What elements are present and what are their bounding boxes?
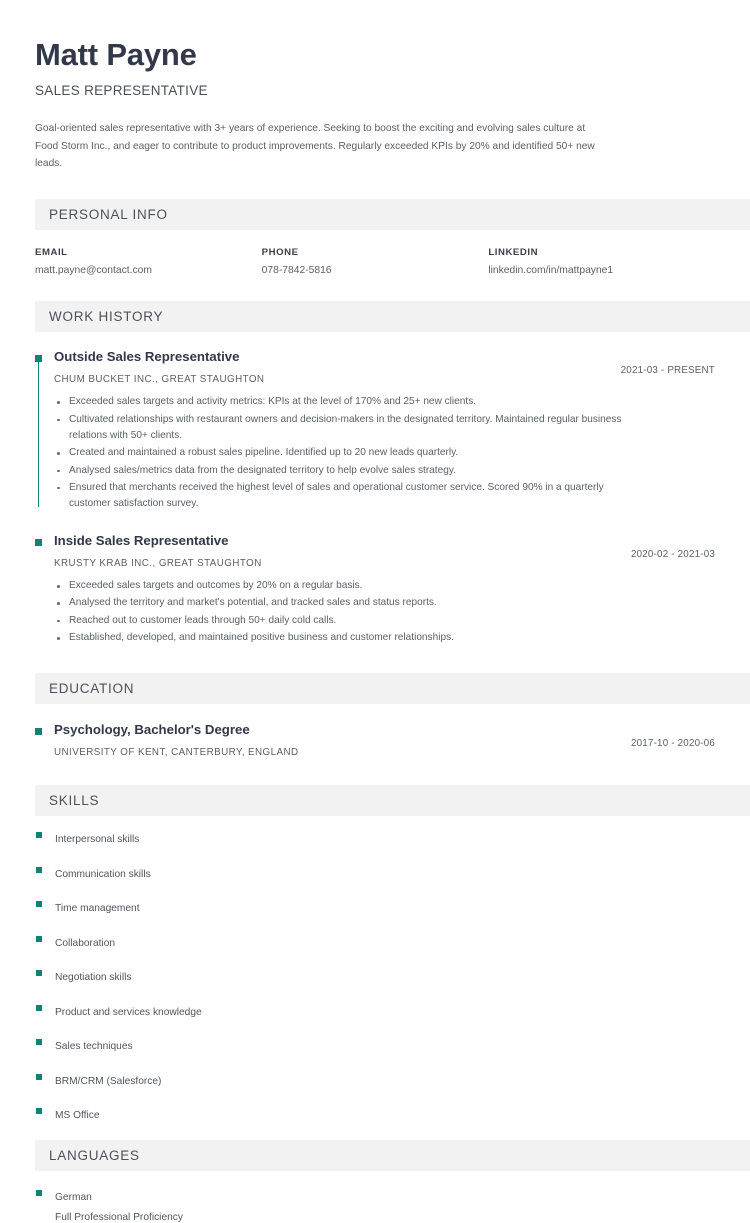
list-item: Exceeded sales targets and activity metrics: KPIs at the level of 170% and 25+ new clients. xyxy=(54,394,644,410)
list-item xyxy=(35,967,715,985)
language-proficiency: Full Professional Proficiency xyxy=(55,1211,183,1223)
square-bullet-icon xyxy=(36,901,42,907)
timeline-marker-icon xyxy=(35,355,42,362)
list-item xyxy=(35,1002,715,1020)
job-date-range: 2021-03 - PRESENT xyxy=(620,364,715,376)
square-bullet-icon xyxy=(36,1190,42,1196)
field-value[interactable]: 078-7842-5816 xyxy=(261,264,332,276)
timeline-connector-line xyxy=(38,362,39,507)
language-name: German xyxy=(55,1191,92,1203)
square-bullet-icon xyxy=(36,1108,42,1114)
square-bullet-icon xyxy=(36,1074,42,1080)
list-item: Analysed sales/metrics data from the designated territory to help evolve sales strategy. xyxy=(54,463,644,479)
education-date-range: 2017-10 - 2020-06 xyxy=(630,737,715,749)
skill-label: Product and services knowledge xyxy=(55,1006,202,1018)
skill-label: Sales techniques xyxy=(55,1041,133,1053)
job-responsibility-list xyxy=(54,578,715,646)
square-bullet-icon xyxy=(36,1005,42,1011)
section-header-languages xyxy=(35,1140,750,1171)
skill-label: Collaboration xyxy=(55,937,116,949)
job-organization: CHUM BUCKET INC., GREAT STAUGHTON xyxy=(54,374,265,386)
personal-info-list xyxy=(0,230,750,276)
header-job-title: SALES REPRESENTATIVE xyxy=(35,83,208,99)
section-header-personal-info xyxy=(35,199,750,230)
section-header-work-history xyxy=(35,301,750,332)
list-item xyxy=(35,933,715,951)
personal-info-phone xyxy=(262,247,489,276)
field-label: PHONE xyxy=(261,246,299,258)
job-responsibility-list xyxy=(54,394,715,512)
list-item: Established, developed, and maintained positive business and customer relationships. xyxy=(54,630,644,646)
section-header-skills xyxy=(35,785,750,816)
work-history-entry xyxy=(35,349,715,513)
page-title: Matt Payne xyxy=(35,37,197,72)
list-item: Exceeded sales targets and outcomes by 20% on a regular basis. xyxy=(54,578,644,594)
square-bullet-icon xyxy=(36,936,42,942)
timeline-marker-icon xyxy=(35,728,42,735)
section-title: LANGUAGES xyxy=(49,1147,140,1163)
job-title: Inside Sales Representative xyxy=(54,532,229,548)
skill-label: Time management xyxy=(55,903,140,915)
school-name: UNIVERSITY OF KENT, CANTERBURY, ENGLAND xyxy=(54,747,299,759)
section-title: PERSONAL INFO xyxy=(49,206,168,222)
work-history-list xyxy=(0,332,750,647)
field-label: LINKEDIN xyxy=(488,246,539,258)
personal-info-linkedin xyxy=(488,247,715,276)
job-organization: KRUSTY KRAB INC., GREAT STAUGHTON xyxy=(54,558,262,570)
field-value[interactable]: linkedin.com/in/mattpayne1 xyxy=(488,264,614,276)
section-title: WORK HISTORY xyxy=(49,308,164,324)
education-entry xyxy=(35,722,715,759)
square-bullet-icon xyxy=(36,832,42,838)
square-bullet-icon xyxy=(36,867,42,873)
list-item xyxy=(35,1105,715,1123)
skill-label: Negotiation skills xyxy=(55,972,132,984)
list-item: Created and maintained a robust sales pipeline. Identified up to 20 new leads quarterly. xyxy=(54,445,644,461)
field-value[interactable]: matt.payne@contact.com xyxy=(35,264,152,276)
list-item xyxy=(35,829,715,847)
list-item: Reached out to customer leads through 50+ daily cold calls. xyxy=(54,613,644,629)
languages-list xyxy=(0,1171,750,1223)
square-bullet-icon xyxy=(36,1039,42,1045)
skill-label: Interpersonal skills xyxy=(55,834,140,846)
job-date-range: 2020-02 - 2021-03 xyxy=(630,548,715,560)
resume-header xyxy=(0,0,750,173)
professional-summary: Goal-oriented sales representative with 3+ years of experience. Seeking to boost the exciting and evolving sales culture at Food Storm Inc., and eager to contribute to product improvements. Regularly exceeded KPIs by 20% and identified 50+ new leads. xyxy=(35,123,595,170)
list-item xyxy=(35,864,715,882)
work-history-entry xyxy=(35,533,715,647)
list-item: Cultivated relationships with restaurant owners and decision-makers in the designated territory. Maintained regular business relations with 50+ clients. xyxy=(54,412,644,445)
job-title: Outside Sales Representative xyxy=(54,348,240,364)
list-item xyxy=(35,1187,715,1223)
skills-list xyxy=(0,816,750,1123)
section-title: SKILLS xyxy=(49,793,100,809)
degree-title: Psychology, Bachelor's Degree xyxy=(54,721,250,737)
list-item: Ensured that merchants received the highest level of sales and operational customer service. Scored 90% in a quarterly customer satisfaction survey. xyxy=(54,480,644,513)
list-item xyxy=(35,1071,715,1089)
skill-label: BRM/CRM (Salesforce) xyxy=(55,1075,162,1087)
list-item xyxy=(35,1036,715,1054)
section-title: EDUCATION xyxy=(49,680,135,696)
field-label: EMAIL xyxy=(35,246,68,258)
skill-label: MS Office xyxy=(55,1110,100,1122)
square-bullet-icon xyxy=(36,970,42,976)
section-header-education xyxy=(35,673,750,704)
timeline-marker-icon xyxy=(35,539,42,546)
list-item: Analysed the territory and market's potential, and tracked sales and status reports. xyxy=(54,595,644,611)
skill-label: Communication skills xyxy=(55,868,151,880)
list-item xyxy=(35,898,715,916)
personal-info-email xyxy=(35,247,262,276)
education-list xyxy=(0,704,750,759)
